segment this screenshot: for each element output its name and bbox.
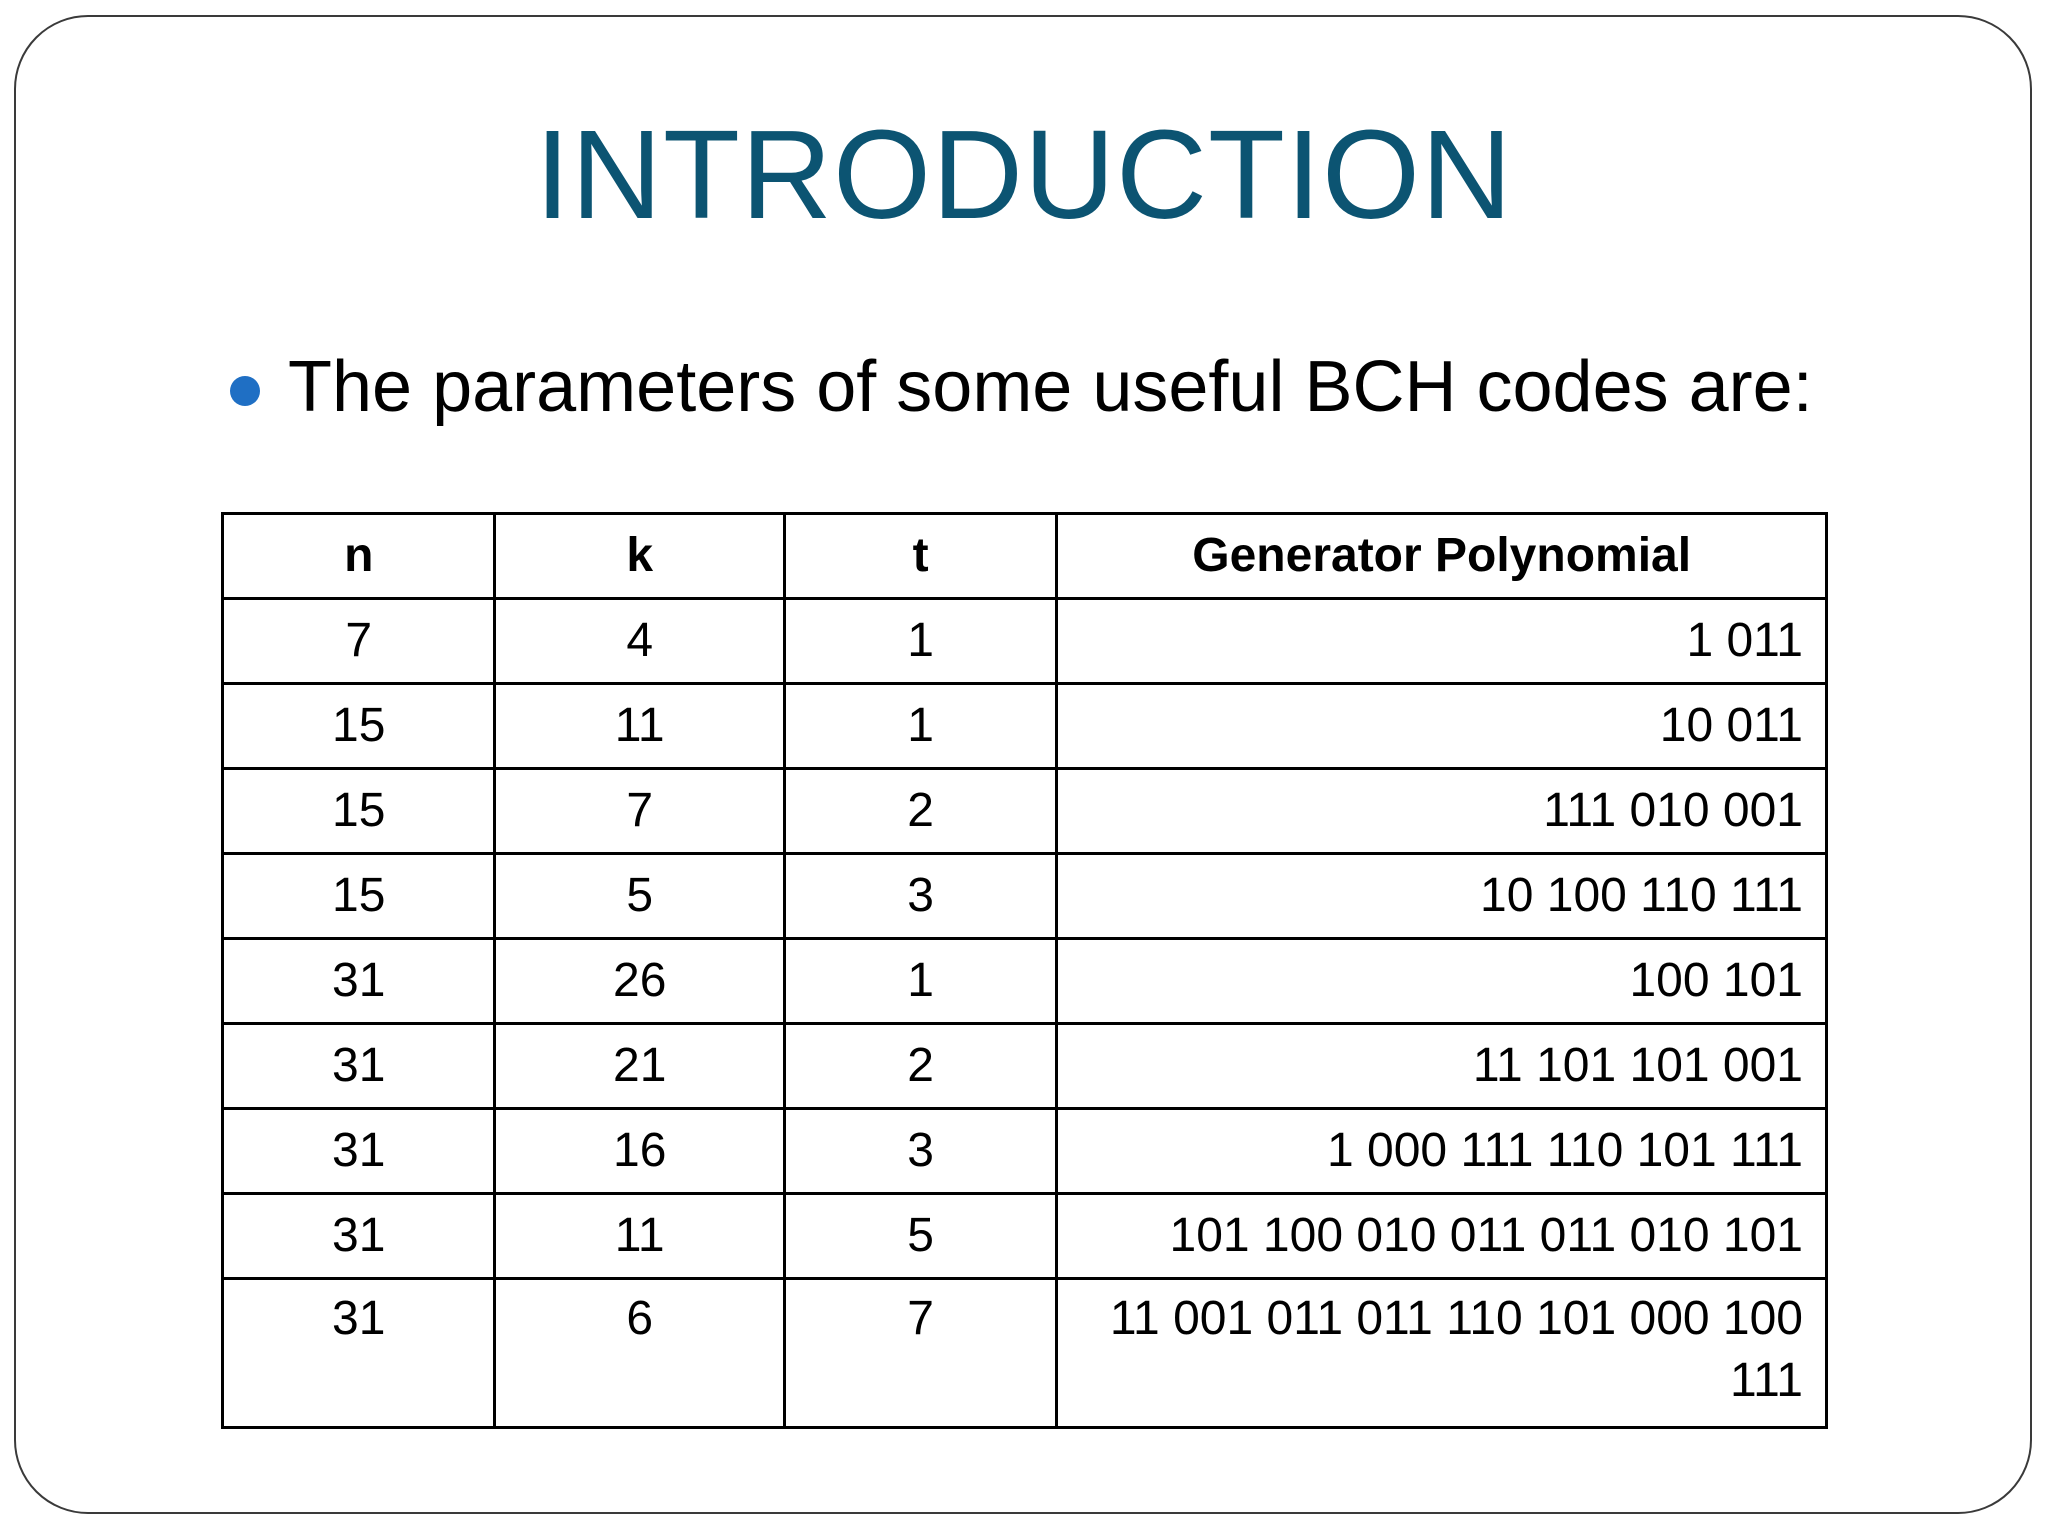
table-row — [223, 854, 1827, 939]
header-n: n — [223, 514, 495, 599]
header-t: t — [784, 514, 1056, 599]
cell-n: 31 — [223, 939, 495, 1024]
cell-t: 7 — [784, 1279, 1056, 1428]
table-row — [223, 1109, 1827, 1194]
cell-k: 6 — [495, 1279, 784, 1428]
cell-n: 7 — [223, 599, 495, 684]
cell-n: 15 — [223, 769, 495, 854]
table-row — [223, 599, 1827, 684]
cell-n: 31 — [223, 1024, 495, 1109]
cell-t: 2 — [784, 1024, 1056, 1109]
cell-t: 5 — [784, 1194, 1056, 1279]
cell-k: 26 — [495, 939, 784, 1024]
bch-parameters-table — [221, 512, 1828, 1429]
cell-generator-polynomial: 101 100 010 011 011 010 101 — [1057, 1194, 1827, 1279]
cell-k: 4 — [495, 599, 784, 684]
header-k: k — [495, 514, 784, 599]
cell-generator-polynomial: 10 011 — [1057, 684, 1827, 769]
cell-k: 5 — [495, 854, 784, 939]
bullet-text: The parameters of some useful BCH codes are: — [288, 347, 1813, 427]
table-row — [223, 1024, 1827, 1109]
cell-generator-polynomial: 100 101 — [1057, 939, 1827, 1024]
cell-n: 15 — [223, 854, 495, 939]
cell-k: 16 — [495, 1109, 784, 1194]
table-header-row — [223, 514, 1827, 599]
cell-k: 7 — [495, 769, 784, 854]
cell-t: 1 — [784, 684, 1056, 769]
table-row — [223, 939, 1827, 1024]
cell-t: 3 — [784, 854, 1056, 939]
cell-n: 31 — [223, 1109, 495, 1194]
table-row — [223, 1194, 1827, 1279]
cell-n: 31 — [223, 1194, 495, 1279]
cell-t: 2 — [784, 769, 1056, 854]
cell-generator-polynomial: 1 000 111 110 101 111 — [1057, 1109, 1827, 1194]
table-row — [223, 1279, 1827, 1428]
cell-generator-polynomial: 111 010 001 — [1057, 769, 1827, 854]
cell-t: 1 — [784, 599, 1056, 684]
cell-generator-polynomial: 11 001 011 011 110 101 000 100 111 — [1057, 1279, 1827, 1428]
bullet-dot-icon — [230, 376, 260, 406]
cell-generator-polynomial: 10 100 110 111 — [1057, 854, 1827, 939]
cell-k: 11 — [495, 684, 784, 769]
cell-k: 11 — [495, 1194, 784, 1279]
cell-generator-polynomial: 1 011 — [1057, 599, 1827, 684]
slide-title: INTRODUCTION — [535, 104, 1513, 245]
cell-n: 31 — [223, 1279, 495, 1428]
table-row — [223, 769, 1827, 854]
table-row — [223, 684, 1827, 769]
cell-k: 21 — [495, 1024, 784, 1109]
header-generator-polynomial: Generator Polynomial — [1057, 514, 1827, 599]
cell-n: 15 — [223, 684, 495, 769]
cell-generator-polynomial: 11 101 101 001 — [1057, 1024, 1827, 1109]
cell-t: 1 — [784, 939, 1056, 1024]
cell-t: 3 — [784, 1109, 1056, 1194]
